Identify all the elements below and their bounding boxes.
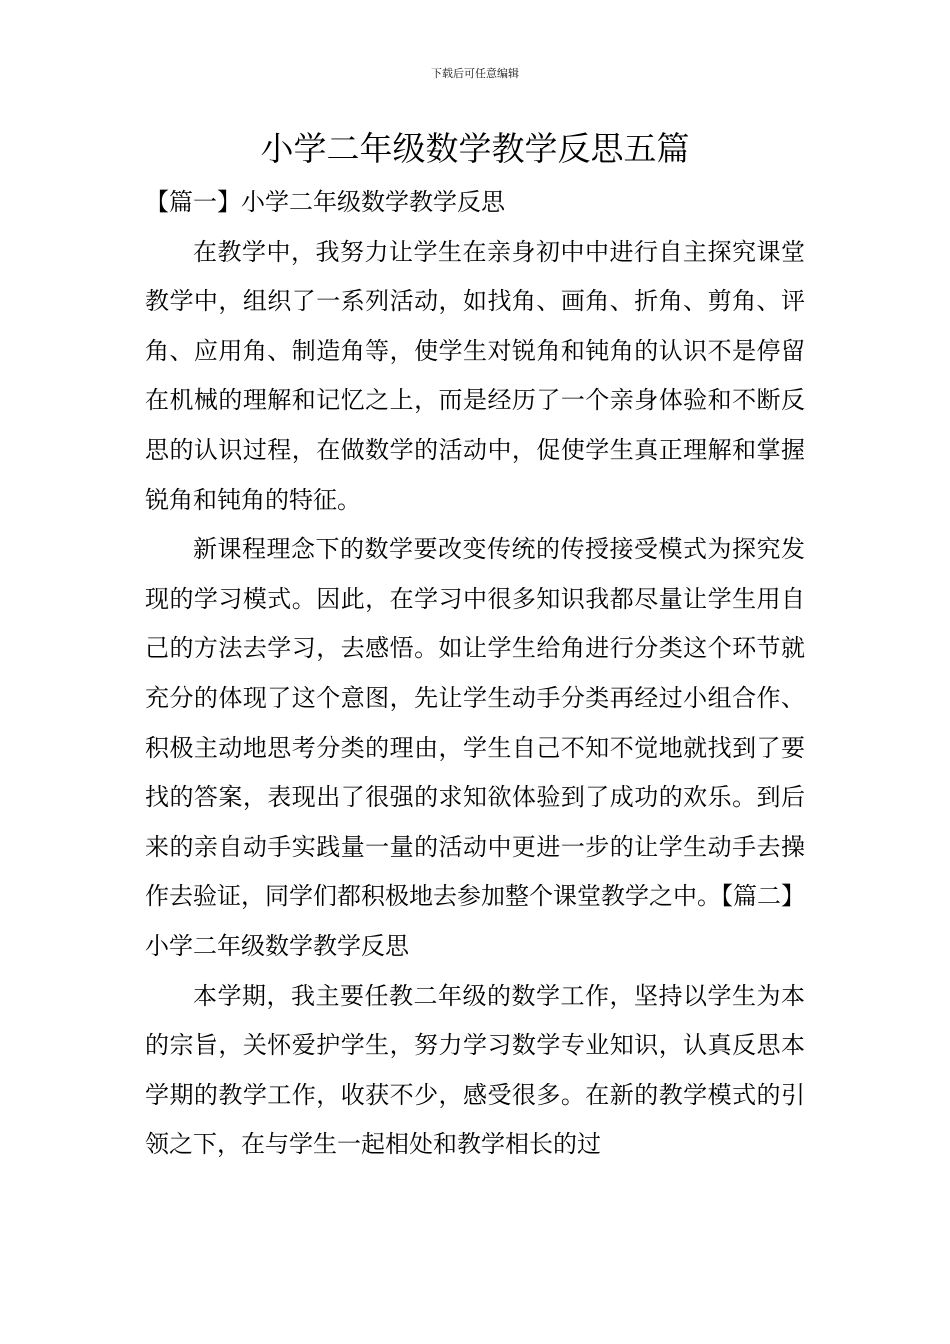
document-body xyxy=(145,178,805,1170)
paragraph: 在教学中，我努力让学生在亲身初中中进行自主探究课堂教学中，组织了一系列活动，如找角、画角、折角、剪角、评角、应用角、制造角等，使学生对锐角和钝角的认识不是停留在机械的理解和记忆之上，而是经历了一个亲身体验和不断反思的认识过程，在做数学的活动中，促使学生真正理解和掌握锐角和钝角的特征。 xyxy=(145,237,805,514)
paragraph: 新课程理念下的数学要改变传统的传授接受模式为探究发现的学习模式。因此，在学习中很多知识我都尽量让学生用自己的方法去学习，去感悟。如让学生给角进行分类这个环节就充分的体现了这个意图，先让学生动手分类再经过小组合作、积极主动地思考分类的理由，学生自己不知不觉地就找到了要找的答案，表现出了很强的求知欲体验到了成功的欢乐。到后来的亲自动手实践量一量的活动中更进一步的让学生动手去操作去验证，同学们都积极地去参加整个课堂教学之中。【篇二】小学二年级数学教学反思 xyxy=(145,535,805,960)
header-note: 下载后可任意编辑 xyxy=(431,67,519,80)
section-heading: 【篇一】小学二年级数学教学反思 xyxy=(145,188,505,216)
paragraph: 本学期，我主要任教二年级的数学工作，坚持以学生为本的宗旨，关怀爱护学生，努力学习数学专业知识，认真反思本学期的教学工作，收获不少，感受很多。在新的教学模式的引领之下，在与学生一起相处和教学相长的过 xyxy=(145,981,805,1159)
document-title: 小学二年级数学教学反思五篇 xyxy=(260,129,690,168)
